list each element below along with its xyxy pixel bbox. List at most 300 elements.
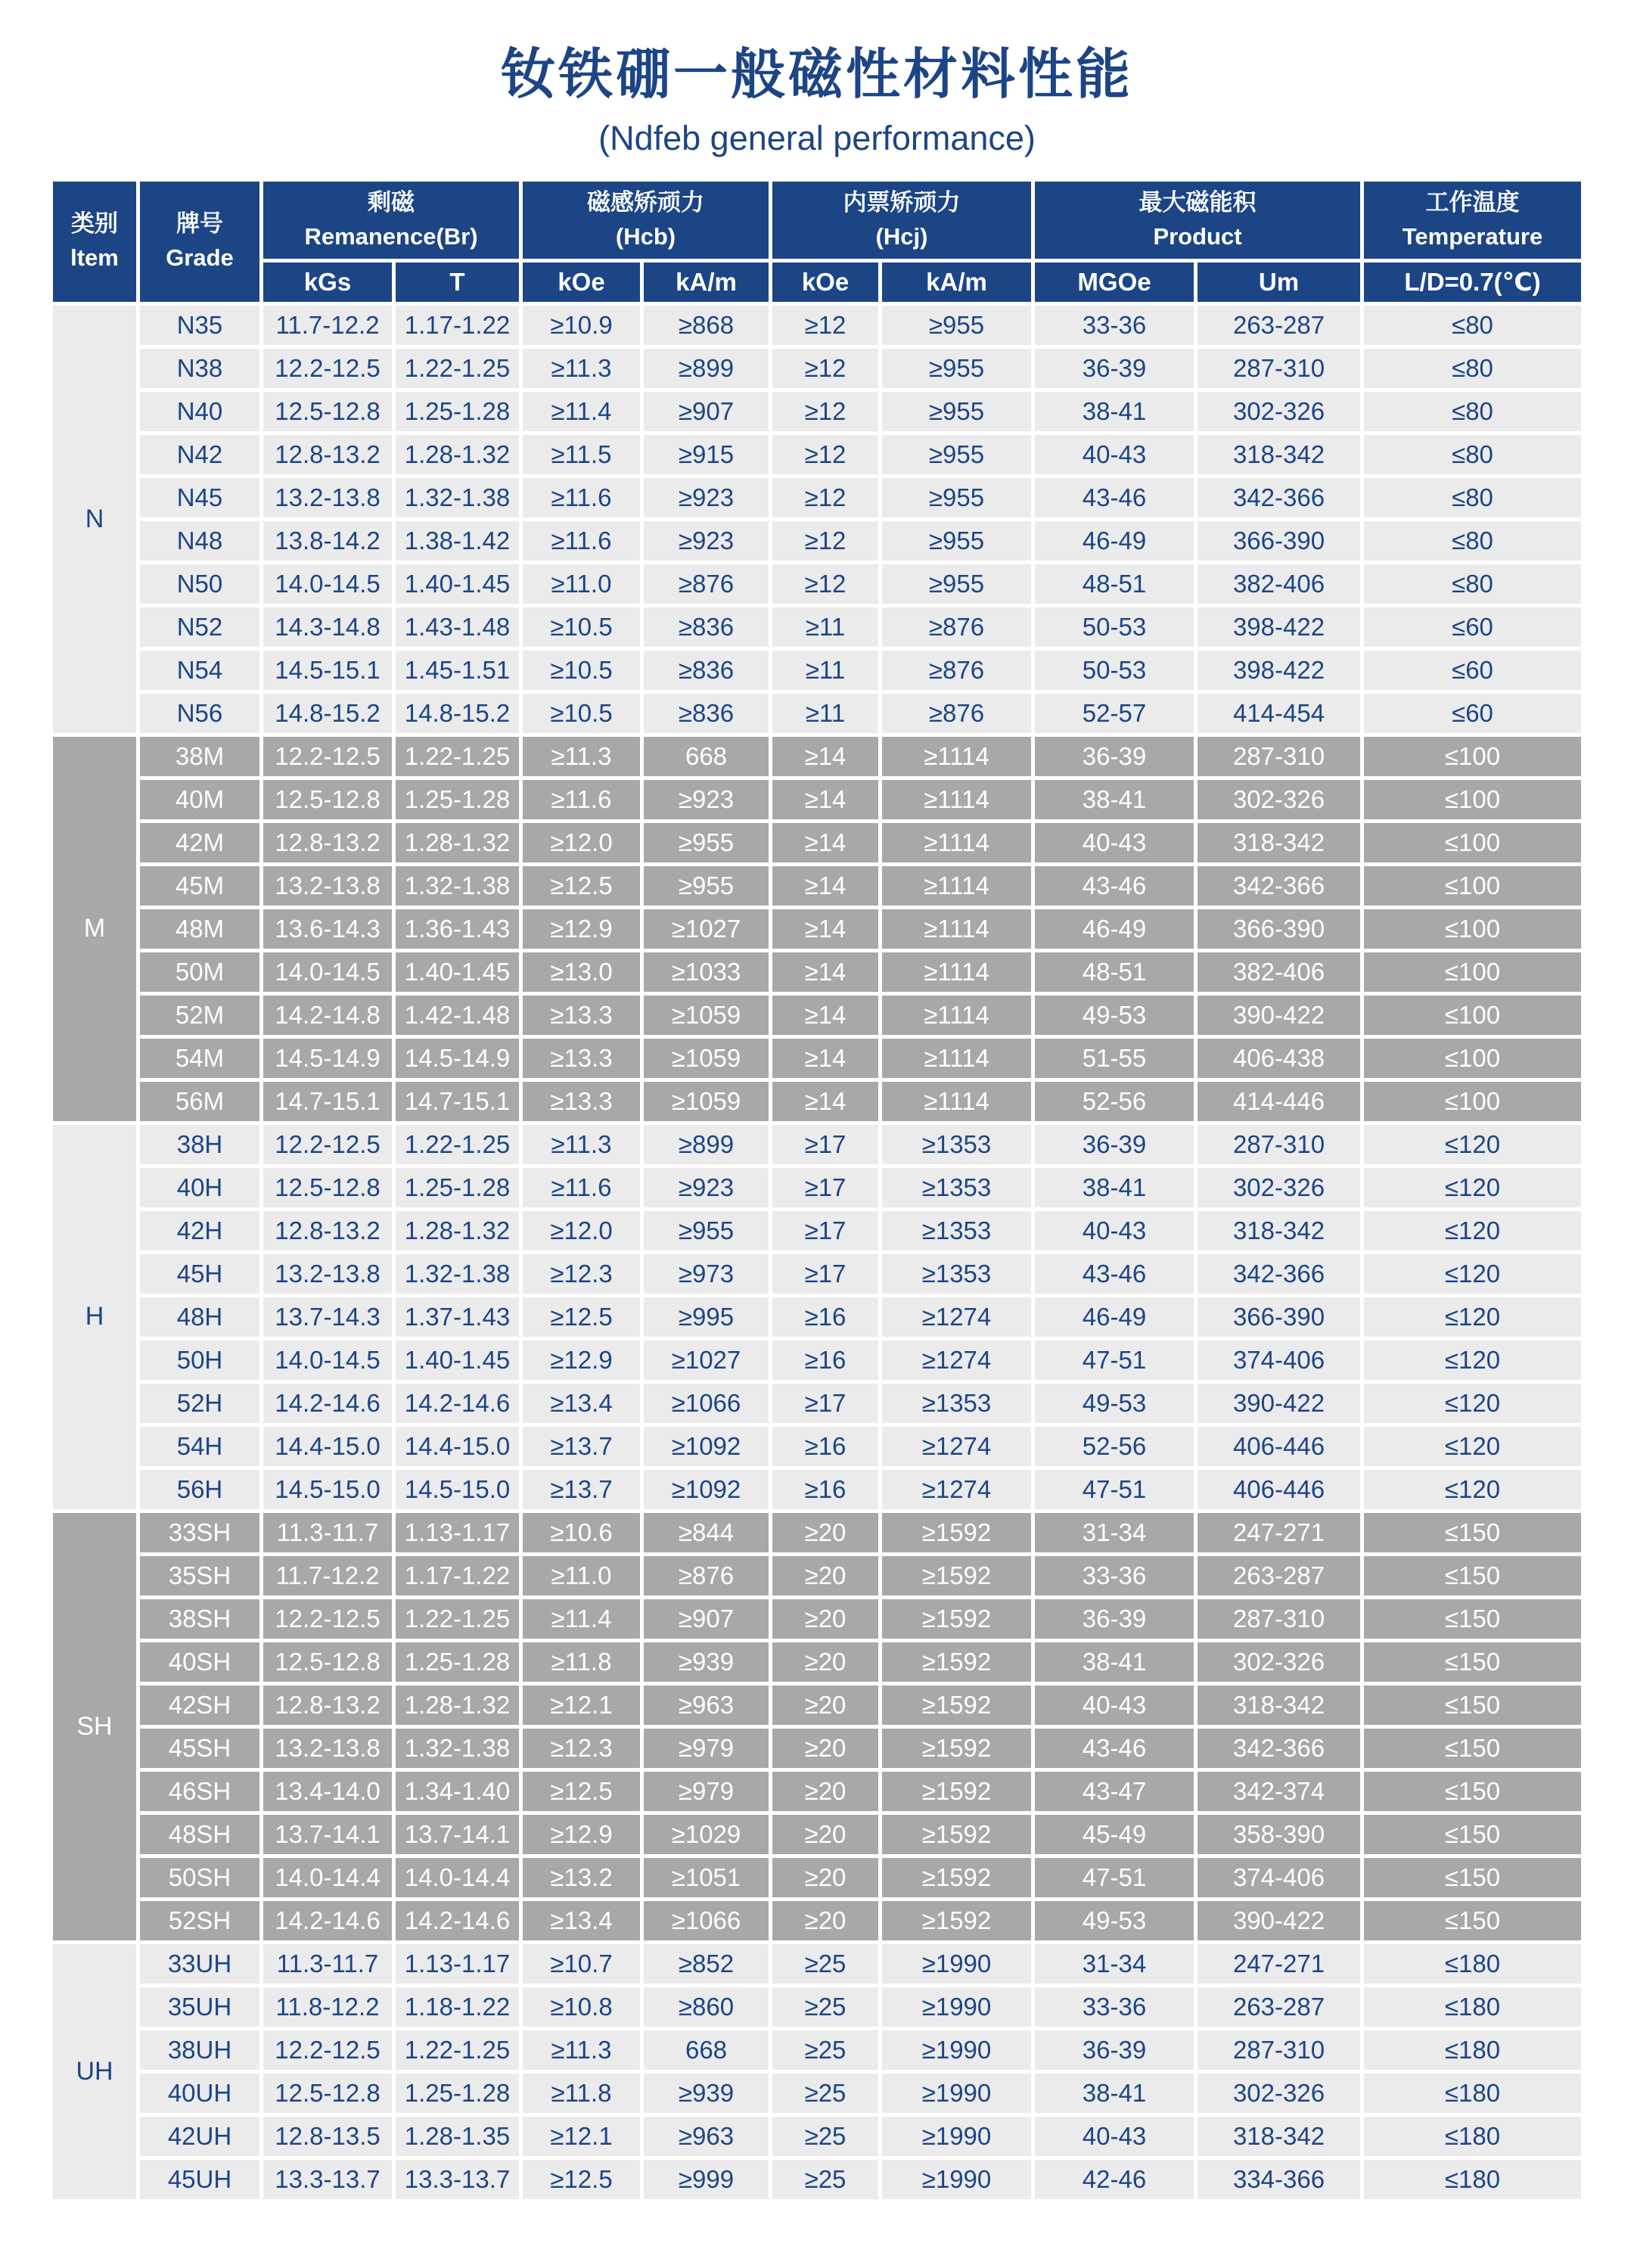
cell-product-mgoe: 51-55 [1035,1039,1194,1078]
header-hcb-en: (Hcb) [615,222,676,250]
cell-br-kgs: 14.4-15.0 [263,1427,392,1466]
cell-product-um: 414-446 [1198,1082,1360,1121]
cell-br-t: 1.37-1.43 [396,1297,519,1337]
cell-br-t: 1.38-1.42 [396,521,519,561]
cell-hcb-koe: ≥10.5 [523,651,640,690]
cell-temperature: ≤120 [1364,1427,1581,1466]
cell-br-t: 14.7-15.1 [396,1082,519,1121]
cell-br-kgs: 14.0-14.5 [263,564,392,604]
cell-product-mgoe: 40-43 [1035,823,1194,862]
cell-hcb-koe: ≥11.6 [523,521,640,561]
cell-hcj-koe: ≥20 [772,1513,878,1552]
cell-br-t: 1.32-1.38 [396,866,519,906]
header-remanence-zh: 剩磁 [368,188,415,216]
cell-br-t: 1.22-1.25 [396,737,519,776]
cell-grade: 45H [140,1254,259,1294]
cell-br-kgs: 14.0-14.5 [263,1341,392,1380]
cell-br-t: 1.18-1.22 [396,1987,519,2027]
cell-product-mgoe: 40-43 [1035,435,1194,474]
cell-br-t: 1.28-1.35 [396,2117,519,2156]
cell-hcj-kam: ≥1353 [882,1168,1031,1207]
table-row [53,1944,1581,1984]
cell-hcb-kam: ≥1059 [644,1039,769,1078]
cell-hcj-koe: ≥12 [772,349,878,388]
cell-product-um: 414-454 [1198,694,1360,733]
cell-hcj-kam: ≥1353 [882,1384,1031,1423]
cell-hcb-kam: ≥923 [644,1168,769,1207]
cell-grade: N48 [140,521,259,561]
table-row [53,1642,1581,1682]
cell-hcb-koe: ≥12.9 [523,1815,640,1854]
header-item-zh: 类别 [71,210,118,238]
cell-hcb-kam: ≥1059 [644,1082,769,1121]
cell-br-kgs: 12.5-12.8 [263,1168,392,1207]
cell-product-mgoe: 43-46 [1035,478,1194,517]
cell-hcb-kam: ≥836 [644,694,769,733]
cell-br-kgs: 12.2-12.5 [263,2030,392,2070]
cell-br-kgs: 14.8-15.2 [263,694,392,733]
cell-hcj-koe: ≥14 [772,1039,878,1078]
cell-br-kgs: 11.7-12.2 [263,306,392,345]
header-item-en: ltem [70,244,119,272]
cell-br-kgs: 14.5-15.1 [263,651,392,690]
cell-br-kgs: 14.5-14.9 [263,1039,392,1078]
cell-hcj-kam: ≥1114 [882,909,1031,949]
cell-temperature: ≤150 [1364,1513,1581,1552]
performance-table [49,178,1585,2203]
cell-product-um: 390-422 [1198,1384,1360,1423]
cell-product-mgoe: 46-49 [1035,909,1194,949]
header-grade-zh: 牌号 [176,210,223,238]
cell-temperature: ≤150 [1364,1772,1581,1811]
cell-hcj-kam: ≥1990 [882,1987,1031,2027]
cell-product-um: 302-326 [1198,1168,1360,1207]
cell-hcb-kam: ≥923 [644,478,769,517]
cell-hcj-koe: ≥11 [772,651,878,690]
cell-hcb-koe: ≥11.6 [523,478,640,517]
cell-hcb-kam: ≥1092 [644,1470,769,1509]
cell-product-mgoe: 38-41 [1035,2074,1194,2113]
table-row [53,521,1581,561]
cell-hcj-koe: ≥14 [772,996,878,1035]
header-remanence-en: Remanence(Br) [304,222,478,250]
cell-hcj-koe: ≥20 [772,1729,878,1768]
cell-hcb-koe: ≥11.6 [523,780,640,819]
cell-product-um: 374-406 [1198,1341,1360,1380]
cell-product-um: 287-310 [1198,1125,1360,1164]
table-row [53,996,1581,1035]
cell-temperature: ≤120 [1364,1211,1581,1251]
table-row [53,866,1581,906]
cell-hcb-koe: ≥11.6 [523,1168,640,1207]
cell-product-mgoe: 36-39 [1035,1125,1194,1164]
cell-br-t: 14.5-14.9 [396,1039,519,1078]
cell-hcb-kam: ≥1066 [644,1901,769,1940]
cell-hcj-koe: ≥17 [772,1125,878,1164]
cell-temperature: ≤120 [1364,1297,1581,1337]
table-row [53,1039,1581,1078]
cell-br-kgs: 12.2-12.5 [263,1599,392,1639]
cell-hcb-kam: ≥836 [644,651,769,690]
cell-temperature: ≤80 [1364,478,1581,517]
cell-hcj-koe: ≥12 [772,306,878,345]
cell-hcb-kam: ≥836 [644,607,769,647]
cell-hcb-koe: ≥10.9 [523,306,640,345]
cell-product-mgoe: 46-49 [1035,1297,1194,1337]
cell-br-kgs: 13.2-13.8 [263,478,392,517]
cell-hcj-koe: ≥14 [772,952,878,992]
cell-hcb-koe: ≥11.4 [523,1599,640,1639]
cell-hcj-kam: ≥1990 [882,2030,1031,2070]
cell-grade: 45SH [140,1729,259,1768]
table-row [53,1685,1581,1725]
cell-grade: 52H [140,1384,259,1423]
cell-hcj-koe: ≥25 [772,2160,878,2199]
cell-br-t: 1.25-1.28 [396,392,519,431]
cell-hcb-kam: ≥939 [644,1642,769,1682]
cell-hcj-kam: ≥1114 [882,866,1031,906]
cell-hcj-kam: ≥1353 [882,1211,1031,1251]
cell-hcb-koe: ≥13.3 [523,1039,640,1078]
cell-product-mgoe: 49-53 [1035,1901,1194,1940]
cell-product-mgoe: 47-51 [1035,1858,1194,1897]
cell-product-um: 318-342 [1198,1685,1360,1725]
cell-grade: 52M [140,996,259,1035]
cell-hcj-kam: ≥1592 [882,1642,1031,1682]
cell-br-kgs: 11.7-12.2 [263,1556,392,1595]
header-unit-t: T [396,263,519,302]
cell-br-t: 1.34-1.40 [396,1772,519,1811]
cell-hcj-koe: ≥14 [772,823,878,862]
page-title: 钕铁硼一般磁性材料性能 [500,45,1133,105]
cell-hcb-kam: ≥899 [644,1125,769,1164]
cell-grade: 38H [140,1125,259,1164]
cell-hcj-koe: ≥25 [772,2074,878,2113]
cell-hcj-koe: ≥12 [772,564,878,604]
cell-br-kgs: 11.3-11.7 [263,1513,392,1552]
cell-br-kgs: 14.2-14.8 [263,996,392,1035]
cell-product-mgoe: 52-56 [1035,1427,1194,1466]
cell-hcj-koe: ≥12 [772,435,878,474]
cell-grade: 52SH [140,1901,259,1940]
cell-temperature: ≤180 [1364,2030,1581,2070]
header-unit-hcb-koe: kOe [523,263,640,302]
table-row [53,1168,1581,1207]
cell-br-kgs: 11.8-12.2 [263,1987,392,2027]
cell-hcb-kam: ≥955 [644,1211,769,1251]
cell-product-um: 390-422 [1198,996,1360,1035]
cell-hcb-kam: ≥876 [644,1556,769,1595]
cell-product-um: 406-438 [1198,1039,1360,1078]
cell-product-mgoe: 50-53 [1035,651,1194,690]
cell-grade: 48SH [140,1815,259,1854]
cell-grade: 54M [140,1039,259,1078]
cell-temperature: ≤100 [1364,996,1581,1035]
cell-hcj-koe: ≥25 [772,1987,878,2027]
cell-product-mgoe: 43-46 [1035,866,1194,906]
cell-product-um: 287-310 [1198,349,1360,388]
cell-grade: N45 [140,478,259,517]
cell-product-um: 366-390 [1198,909,1360,949]
group-label-sh: SH [53,1513,136,1940]
cell-hcj-kam: ≥1592 [882,1513,1031,1552]
cell-br-kgs: 13.3-13.7 [263,2160,392,2199]
cell-product-um: 318-342 [1198,823,1360,862]
cell-br-kgs: 12.5-12.8 [263,2074,392,2113]
cell-hcj-kam: ≥1592 [882,1685,1031,1725]
cell-br-kgs: 13.6-14.3 [263,909,392,949]
cell-hcb-koe: ≥10.6 [523,1513,640,1552]
table-row [53,694,1581,733]
cell-temperature: ≤80 [1364,306,1581,345]
cell-br-t: 13.7-14.1 [396,1815,519,1854]
cell-hcb-kam: 668 [644,2030,769,2070]
cell-grade: 45M [140,866,259,906]
cell-hcj-koe: ≥20 [772,1556,878,1595]
header-hcb-zh: 磁感矫顽力 [587,188,704,216]
cell-temperature: ≤100 [1364,737,1581,776]
cell-temperature: ≤120 [1364,1384,1581,1423]
cell-hcb-koe: ≥11.5 [523,435,640,474]
table-row [53,1987,1581,2027]
cell-product-mgoe: 47-51 [1035,1470,1194,1509]
cell-br-t: 14.2-14.6 [396,1384,519,1423]
cell-hcb-kam: ≥973 [644,1254,769,1294]
cell-hcb-koe: ≥12.5 [523,2160,640,2199]
cell-hcj-kam: ≥1990 [882,2160,1031,2199]
cell-temperature: ≤60 [1364,651,1581,690]
table-row [53,478,1581,517]
cell-br-kgs: 12.8-13.2 [263,1211,392,1251]
cell-temperature: ≤120 [1364,1470,1581,1509]
cell-hcb-koe: ≥11.3 [523,1125,640,1164]
cell-product-um: 302-326 [1198,2074,1360,2113]
cell-temperature: ≤120 [1364,1254,1581,1294]
table-row [53,1513,1581,1552]
cell-product-um: 342-366 [1198,1729,1360,1768]
cell-br-kgs: 13.2-13.8 [263,866,392,906]
cell-grade: 46SH [140,1772,259,1811]
cell-hcj-kam: ≥1114 [882,996,1031,1035]
cell-hcj-kam: ≥1990 [882,2117,1031,2156]
cell-hcj-kam: ≥955 [882,306,1031,345]
cell-br-kgs: 14.0-14.4 [263,1858,392,1897]
cell-hcj-koe: ≥12 [772,478,878,517]
header-item [53,182,136,302]
cell-grade: 38UH [140,2030,259,2070]
cell-hcb-kam: ≥1027 [644,909,769,949]
cell-product-um: 287-310 [1198,737,1360,776]
cell-hcb-koe: ≥13.3 [523,1082,640,1121]
header-unit-hcb-kam: kA/m [644,263,769,302]
cell-hcb-kam: ≥907 [644,392,769,431]
cell-br-t: 1.13-1.17 [396,1513,519,1552]
cell-grade: 48M [140,909,259,949]
table-row [53,2117,1581,2156]
cell-temperature: ≤120 [1364,1125,1581,1164]
group-label-h: H [53,1125,136,1509]
page-subtitle: (Ndfeb general performance) [598,118,1036,157]
cell-grade: N40 [140,392,259,431]
cell-temperature: ≤150 [1364,1729,1581,1768]
cell-hcb-kam: ≥999 [644,2160,769,2199]
table-row [53,1729,1581,1768]
cell-product-mgoe: 52-57 [1035,694,1194,733]
cell-hcj-kam: ≥1114 [882,823,1031,862]
cell-br-t: 1.32-1.38 [396,1254,519,1294]
cell-temperature: ≤100 [1364,780,1581,819]
cell-product-um: 398-422 [1198,607,1360,647]
cell-hcb-koe: ≥12.0 [523,1211,640,1251]
cell-hcb-kam: ≥923 [644,521,769,561]
cell-hcj-koe: ≥17 [772,1168,878,1207]
cell-grade: 54H [140,1427,259,1466]
cell-hcb-kam: ≥844 [644,1513,769,1552]
cell-hcb-koe: ≥13.7 [523,1427,640,1466]
cell-product-um: 318-342 [1198,2117,1360,2156]
header-remanence [263,182,519,259]
cell-temperature: ≤80 [1364,392,1581,431]
table-row [53,651,1581,690]
cell-product-mgoe: 50-53 [1035,607,1194,647]
cell-product-mgoe: 45-49 [1035,1815,1194,1854]
cell-br-t: 1.17-1.22 [396,1556,519,1595]
cell-grade: 38M [140,737,259,776]
cell-temperature: ≤150 [1364,1685,1581,1725]
cell-product-um: 398-422 [1198,651,1360,690]
cell-hcb-kam: ≥955 [644,823,769,862]
group-label-n: N [53,306,136,733]
cell-hcj-koe: ≥20 [772,1815,878,1854]
cell-grade: 40SH [140,1642,259,1682]
group-label-uh: UH [53,1944,136,2199]
cell-temperature: ≤150 [1364,1901,1581,1940]
cell-hcj-koe: ≥14 [772,866,878,906]
cell-grade: 42H [140,1211,259,1251]
table-header [53,182,1581,302]
table-row [53,1599,1581,1639]
cell-product-um: 263-287 [1198,1987,1360,2027]
header-hcj [772,182,1031,259]
cell-grade: N54 [140,651,259,690]
header-temperature-en: Temperature [1402,222,1543,250]
cell-product-mgoe: 36-39 [1035,349,1194,388]
cell-hcj-koe: ≥25 [772,2030,878,2070]
cell-product-mgoe: 43-47 [1035,1772,1194,1811]
cell-br-kgs: 12.8-13.5 [263,2117,392,2156]
cell-hcj-koe: ≥20 [772,1901,878,1940]
cell-hcj-kam: ≥1353 [882,1254,1031,1294]
cell-hcj-kam: ≥876 [882,651,1031,690]
cell-product-mgoe: 43-46 [1035,1729,1194,1768]
cell-temperature: ≤150 [1364,1556,1581,1595]
cell-hcj-koe: ≥20 [772,1685,878,1725]
cell-br-t: 1.17-1.22 [396,306,519,345]
table-row [53,823,1581,862]
cell-product-um: 382-406 [1198,564,1360,604]
cell-grade: 42SH [140,1685,259,1725]
cell-temperature: ≤150 [1364,1642,1581,1682]
cell-temperature: ≤150 [1364,1858,1581,1897]
cell-temperature: ≤80 [1364,521,1581,561]
cell-temperature: ≤150 [1364,1599,1581,1639]
cell-br-kgs: 14.0-14.5 [263,952,392,992]
cell-grade: N56 [140,694,259,733]
cell-br-t: 1.45-1.51 [396,651,519,690]
cell-hcj-koe: ≥16 [772,1470,878,1509]
cell-br-t: 1.13-1.17 [396,1944,519,1984]
cell-br-kgs: 13.7-14.1 [263,1815,392,1854]
cell-br-kgs: 12.5-12.8 [263,392,392,431]
cell-hcb-koe: ≥11.3 [523,737,640,776]
cell-hcb-kam: 668 [644,737,769,776]
cell-br-kgs: 14.2-14.6 [263,1384,392,1423]
table-row [53,1427,1581,1466]
cell-hcj-koe: ≥14 [772,1082,878,1121]
table-body [53,306,1581,2199]
cell-hcb-koe: ≥13.3 [523,996,640,1035]
cell-product-mgoe: 38-41 [1035,392,1194,431]
cell-br-t: 1.28-1.32 [396,435,519,474]
table-row [53,1125,1581,1164]
cell-product-um: 287-310 [1198,2030,1360,2070]
cell-br-t: 1.28-1.32 [396,823,519,862]
cell-grade: 42UH [140,2117,259,2156]
table-row [53,1341,1581,1380]
cell-br-t: 1.22-1.25 [396,2030,519,2070]
cell-product-mgoe: 48-51 [1035,952,1194,992]
cell-product-um: 263-287 [1198,306,1360,345]
table-row [53,737,1581,776]
cell-hcj-kam: ≥1592 [882,1858,1031,1897]
cell-grade: 56H [140,1470,259,1509]
cell-hcj-koe: ≥12 [772,392,878,431]
table-row [53,1858,1581,1897]
header-unit-kgs: kGs [263,263,392,302]
table-row [53,2160,1581,2199]
cell-hcj-koe: ≥14 [772,737,878,776]
cell-hcj-kam: ≥1592 [882,1599,1031,1639]
table-row [53,1297,1581,1337]
cell-hcj-koe: ≥11 [772,694,878,733]
cell-hcj-kam: ≥1990 [882,1944,1031,1984]
cell-product-mgoe: 38-41 [1035,1642,1194,1682]
table-row [53,1082,1581,1121]
cell-hcj-koe: ≥25 [772,1944,878,1984]
cell-hcb-koe: ≥11.3 [523,2030,640,2070]
cell-br-kgs: 13.7-14.3 [263,1297,392,1337]
cell-hcb-kam: ≥1059 [644,996,769,1035]
cell-hcj-koe: ≥11 [772,607,878,647]
cell-hcb-kam: ≥1092 [644,1427,769,1466]
cell-hcj-koe: ≥17 [772,1384,878,1423]
cell-hcj-koe: ≥14 [772,909,878,949]
cell-hcj-koe: ≥25 [772,2117,878,2156]
cell-br-kgs: 14.3-14.8 [263,607,392,647]
header-product [1035,182,1360,259]
cell-temperature: ≤100 [1364,952,1581,992]
cell-br-t: 14.2-14.6 [396,1901,519,1940]
cell-hcj-kam: ≥1114 [882,952,1031,992]
cell-temperature: ≤100 [1364,866,1581,906]
cell-grade: 38SH [140,1599,259,1639]
cell-product-um: 263-287 [1198,1556,1360,1595]
cell-br-t: 1.22-1.25 [396,349,519,388]
cell-hcj-kam: ≥1592 [882,1815,1031,1854]
cell-hcb-koe: ≥11.0 [523,1556,640,1595]
cell-product-mgoe: 49-53 [1035,1384,1194,1423]
cell-hcb-kam: ≥907 [644,1599,769,1639]
